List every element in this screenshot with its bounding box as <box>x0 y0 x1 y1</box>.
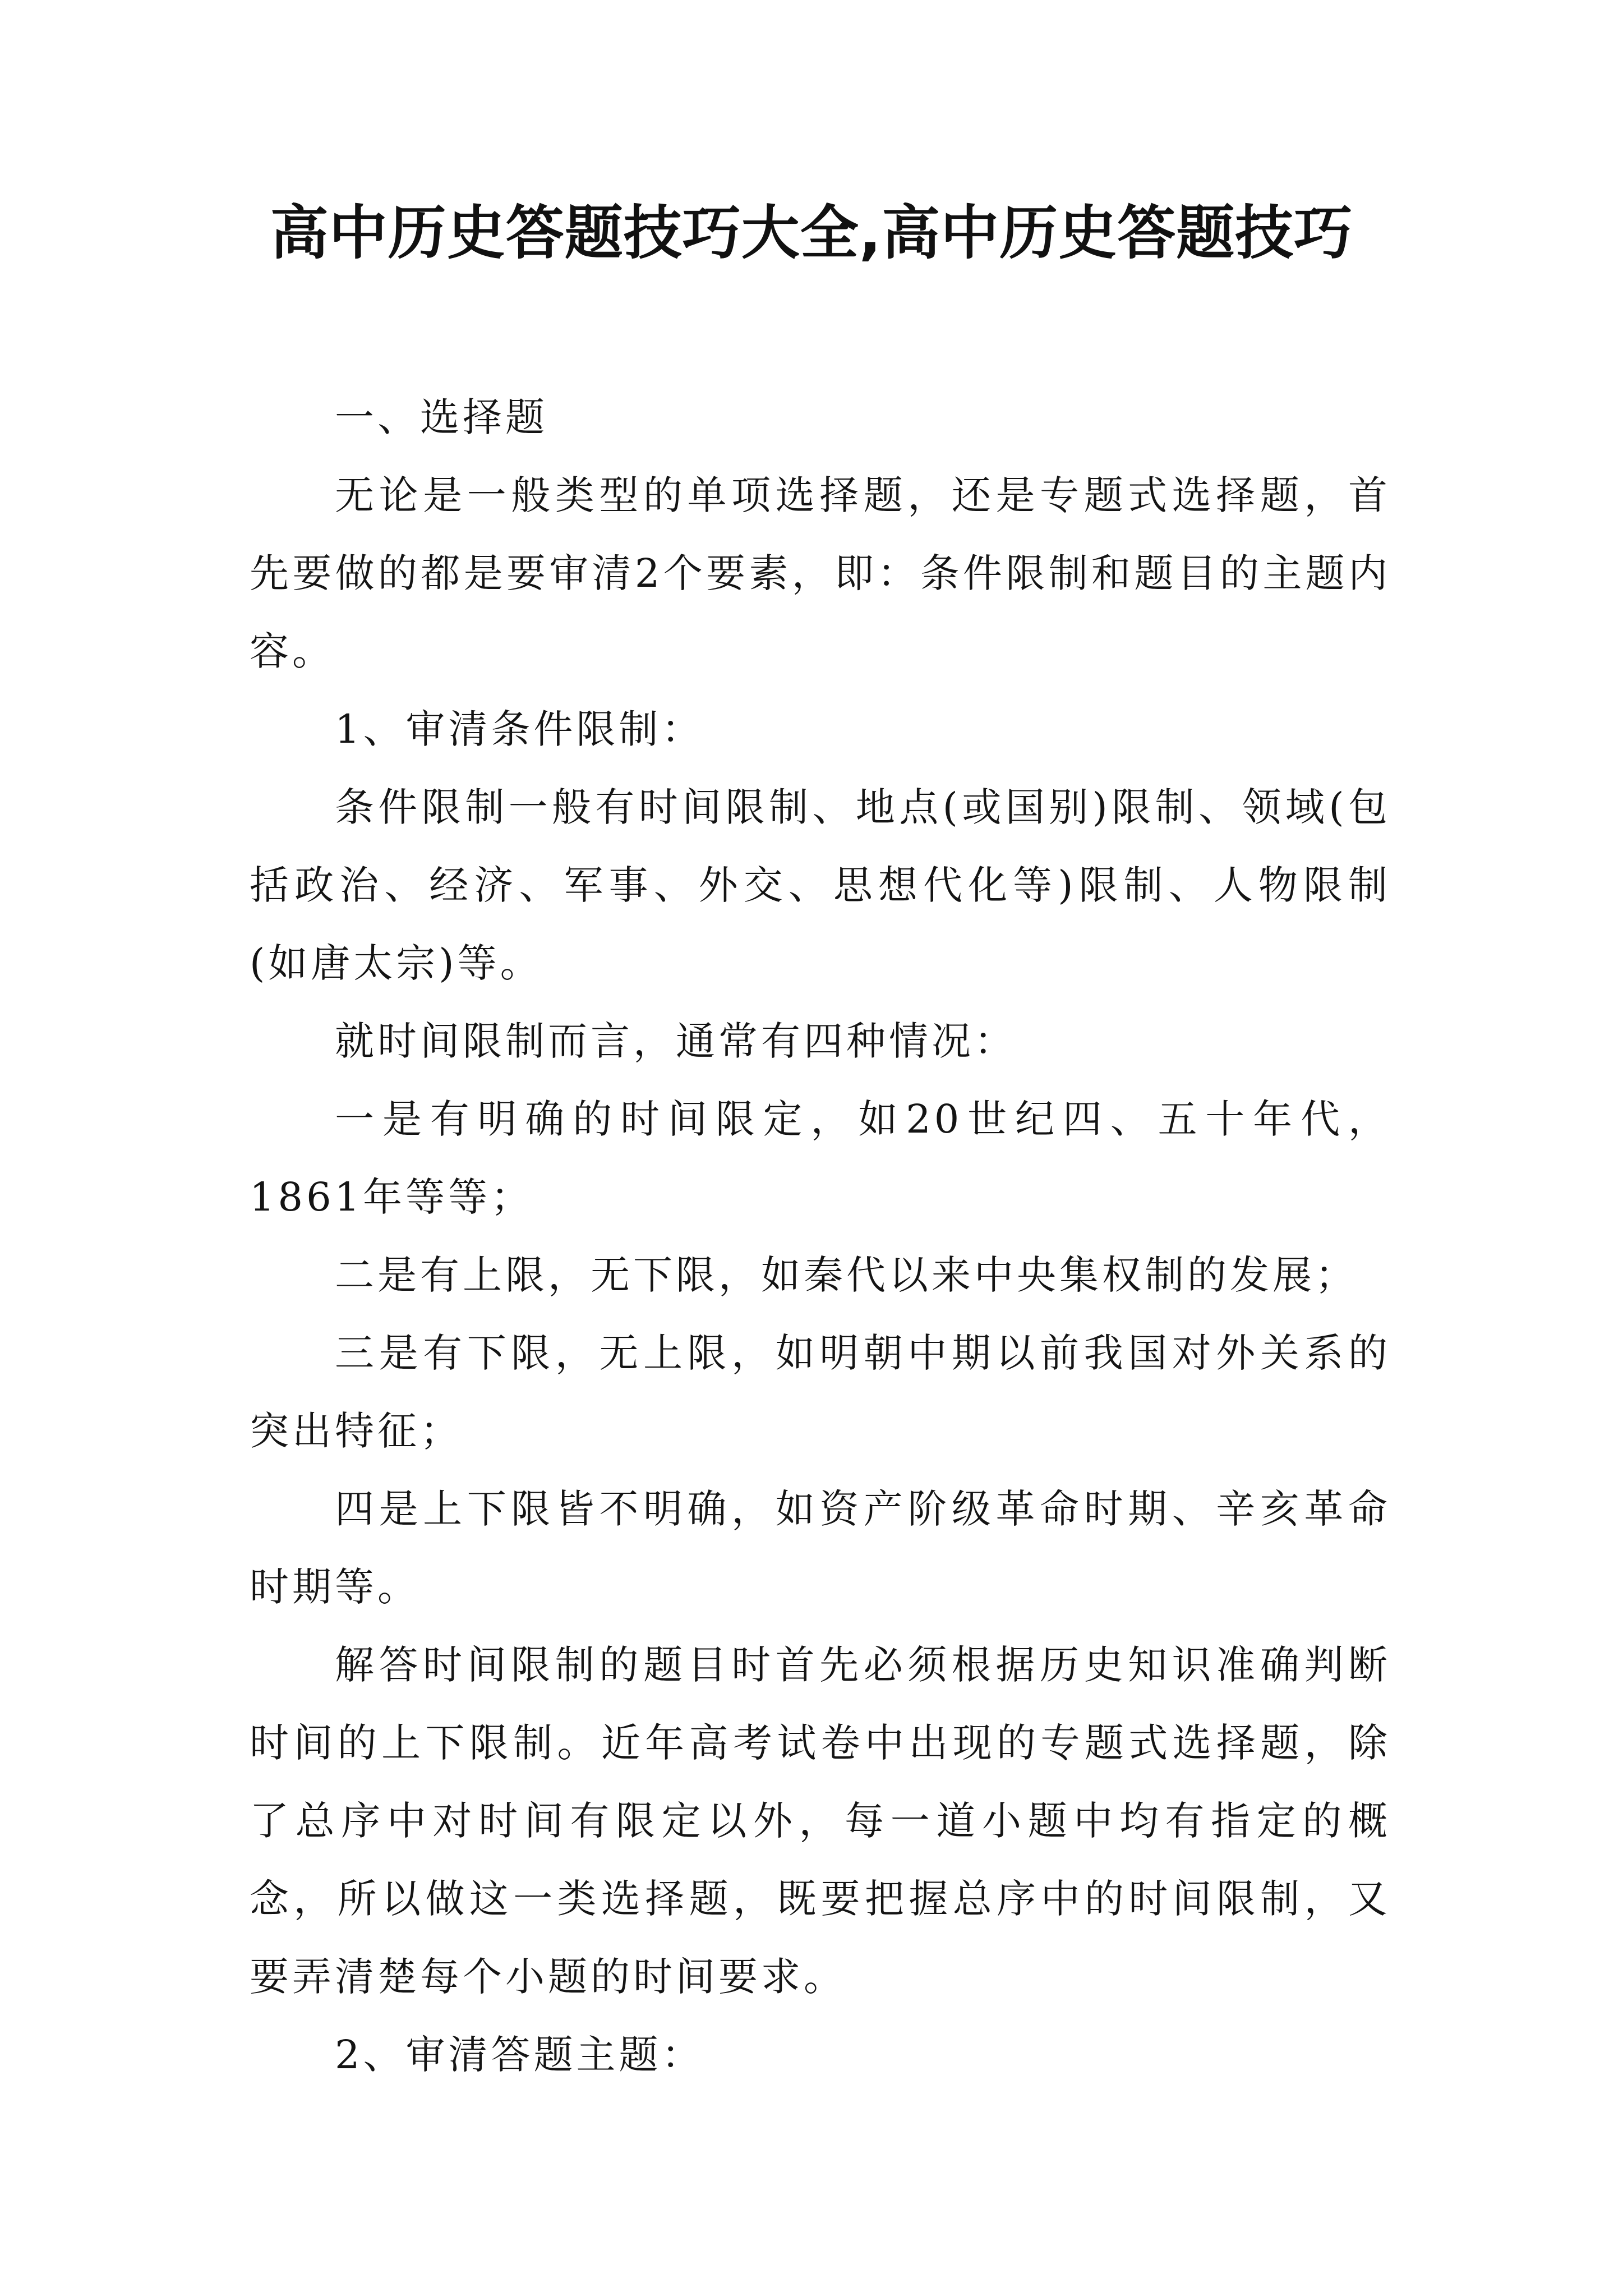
list-item-case-1: 一是有明确的时间限定，如20世纪四、五十年代，1861年等等； <box>250 1096 1391 1220</box>
paragraph-conditions: 条件限制一般有时间限制、地点(或国别)限制、领域(包括政治、经济、军事、外交、思想代化等)限制、人物限制(如唐太宗)等。 <box>250 784 1391 986</box>
list-item-case-4: 四是上下限皆不明确，如资产阶级革命时期、辛亥革命时期等。 <box>250 1486 1391 1610</box>
list-item-case-3: 三是有下限，无上限，如明朝中期以前我国对外关系的突出特征； <box>250 1330 1391 1454</box>
document-body <box>250 379 1391 2094</box>
paragraph-time-limits: 就时间限制而言，通常有四种情况： <box>335 1018 1017 1064</box>
paragraph-intro: 无论是一般类型的单项选择题，还是专题式选择题，首先要做的都是要审清2个要素，即：条件限制和题目的主题内容。 <box>250 472 1391 674</box>
document-title: 高中历史答题技巧大全,高中历史答题技巧 <box>270 199 1353 267</box>
paragraph-answer-method: 解答时间限制的题目时首先必须根据历史知识准确判断时间的上下限制。近年高考试卷中出现的专题式选择题，除了总序中对时间有限定以外，每一道小题中均有指定的概念，所以做这一类选择题，既要把握总序中的时间限制，又要弄清楚每个小题的时间要求。 <box>250 1642 1391 2000</box>
subheading-topic: 2、审清答题主题： <box>335 2032 704 2078</box>
section-heading-multiple-choice: 一、选择题 <box>335 394 548 440</box>
subheading-conditions: 1、审清条件限制： <box>335 706 704 752</box>
list-item-case-2: 二是有上限，无下限，如秦代以来中央集权制的发展； <box>335 1252 1358 1298</box>
